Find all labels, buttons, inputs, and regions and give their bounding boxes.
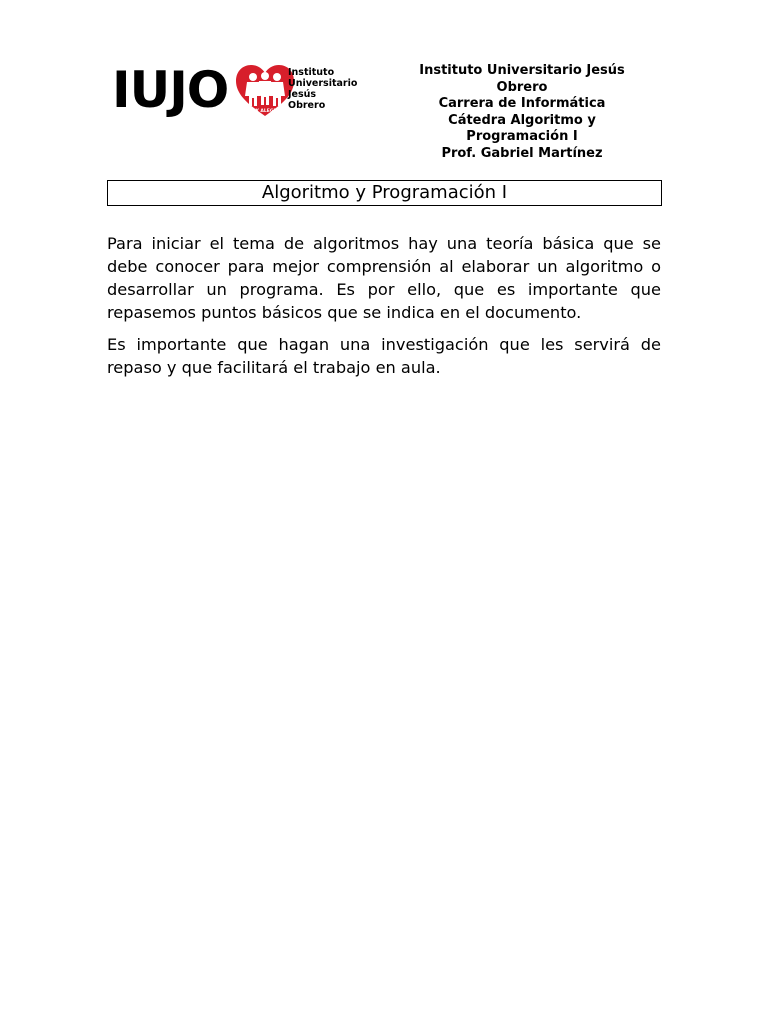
logo-wordmark: IUJO	[112, 61, 229, 119]
heart-children-icon	[234, 64, 296, 118]
body-paragraph: Es importante que hagan una investigación que les servirá de repaso y que facilitará el trabajo en aula.	[107, 335, 661, 377]
header-line: Carrera de Informática	[438, 96, 606, 112]
heart-caption: FE Y ALEGRÍA	[247, 109, 283, 114]
header-line: Prof. Gabriel Martínez	[441, 145, 603, 161]
logo-line: Obrero	[288, 100, 326, 111]
header-line: Instituto Universitario Jesús	[419, 63, 625, 78]
institution-header	[402, 63, 642, 163]
logo-line: Instituto	[288, 67, 335, 78]
logo-line: Universitario	[288, 78, 358, 89]
document-title: Algoritmo y Programación I	[107, 180, 662, 206]
header-line: Cátedra Algoritmo y	[448, 112, 596, 128]
header-line: Programación I	[466, 129, 578, 145]
header-line: Obrero	[496, 79, 548, 95]
logo-institution-name	[288, 67, 358, 111]
body-paragraph: Para iniciar el tema de algoritmos hay una teoría básica que se debe conocer para mejor comprensión al elaborar un algoritmo o desarrollar un programa. Es por ello, que es importante que repasemos puntos básicos que se indica en el documento.	[107, 234, 661, 322]
document-body	[107, 232, 661, 388]
iujo-logo	[112, 61, 358, 119]
logo-line: Jesús	[288, 89, 317, 100]
